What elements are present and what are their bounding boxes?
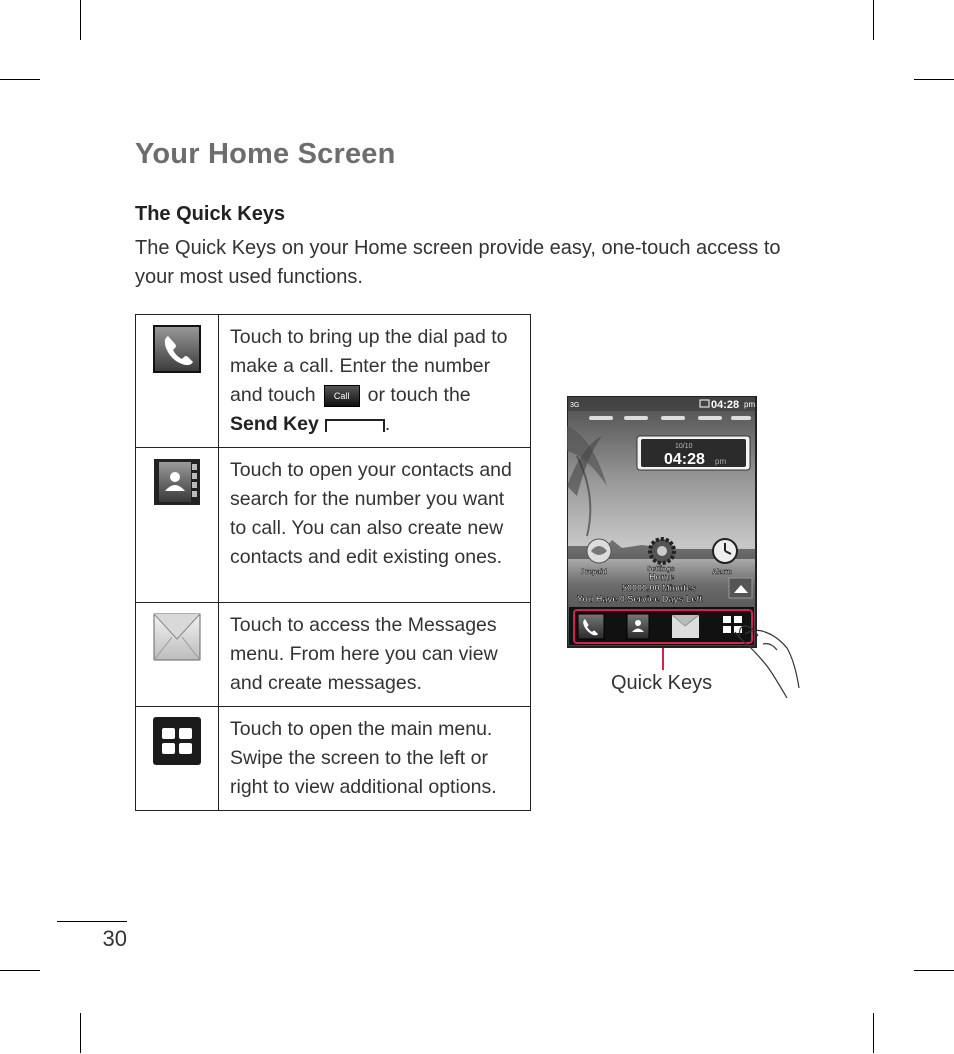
status-ampm: pm xyxy=(744,400,756,409)
crop-mark xyxy=(873,0,874,40)
table-row xyxy=(136,315,531,448)
status-time: 04:28 xyxy=(711,399,740,411)
description-cell: Touch to open the main menu. Swipe the screen to the left or right to view additional options. xyxy=(219,707,531,811)
phone-icon xyxy=(153,325,201,373)
quick-keys-callout: Quick Keys xyxy=(611,672,713,694)
minutes-text: 50000.00 Minutes xyxy=(622,583,697,593)
description-cell: Touch to access the Messages menu. From here you can view and create messages. xyxy=(219,603,531,707)
alarm-icon xyxy=(713,539,737,563)
crop-mark xyxy=(873,1013,874,1053)
table-row xyxy=(136,707,531,811)
section-heading: The Quick Keys xyxy=(135,203,286,225)
icon-cell xyxy=(136,707,219,811)
footer-rule xyxy=(57,921,127,922)
send-key-label: Send Key xyxy=(230,413,319,435)
crop-mark xyxy=(80,0,81,40)
send-key-icon xyxy=(325,419,385,432)
shortcut-label: Alarm xyxy=(712,569,732,576)
description-cell: Touch to open your contacts and search for the number you want to call. You can also create new contacts and edit existing ones. xyxy=(219,448,531,603)
intro-paragraph: The Quick Keys on your Home screen provide easy, one-touch access to your most used functions. xyxy=(135,237,781,288)
table-row xyxy=(136,448,531,603)
shortcut-label: Settings xyxy=(647,566,675,573)
table-row xyxy=(136,603,531,707)
page-number: 30 xyxy=(102,926,127,951)
menu-grid-icon xyxy=(153,717,201,765)
row-text: Touch to bring up the dial pad to make a call. Enter the number and touch xyxy=(230,326,508,406)
clock-time: 04:28 xyxy=(664,451,705,468)
quick-keys-table xyxy=(135,314,531,811)
envelope-icon xyxy=(153,613,201,661)
crop-mark xyxy=(0,79,40,80)
service-text: You Have 0 Service Days Left xyxy=(577,594,703,604)
phone-home-screen-figure xyxy=(567,396,807,711)
callout-line xyxy=(662,648,664,670)
call-button-icon: Call xyxy=(324,385,360,407)
contacts-icon xyxy=(153,458,201,506)
row-text: . xyxy=(384,413,391,435)
page-title: Your Home Screen xyxy=(135,138,396,170)
crop-mark xyxy=(914,79,954,80)
status-signal: 3G xyxy=(570,402,580,409)
settings-icon xyxy=(650,539,674,563)
row-text: or touch the xyxy=(367,384,471,406)
clock-ampm: pm xyxy=(715,457,727,466)
home-label: Home xyxy=(649,572,675,582)
crop-mark xyxy=(0,970,40,971)
icon-cell xyxy=(136,315,219,448)
clock-date: 10/10 xyxy=(675,443,693,450)
description-cell xyxy=(219,315,531,448)
crop-mark xyxy=(914,970,954,971)
shortcut-label: Prepaid xyxy=(581,569,607,576)
icon-cell xyxy=(136,448,219,603)
icon-cell xyxy=(136,603,219,707)
crop-mark xyxy=(80,1013,81,1053)
